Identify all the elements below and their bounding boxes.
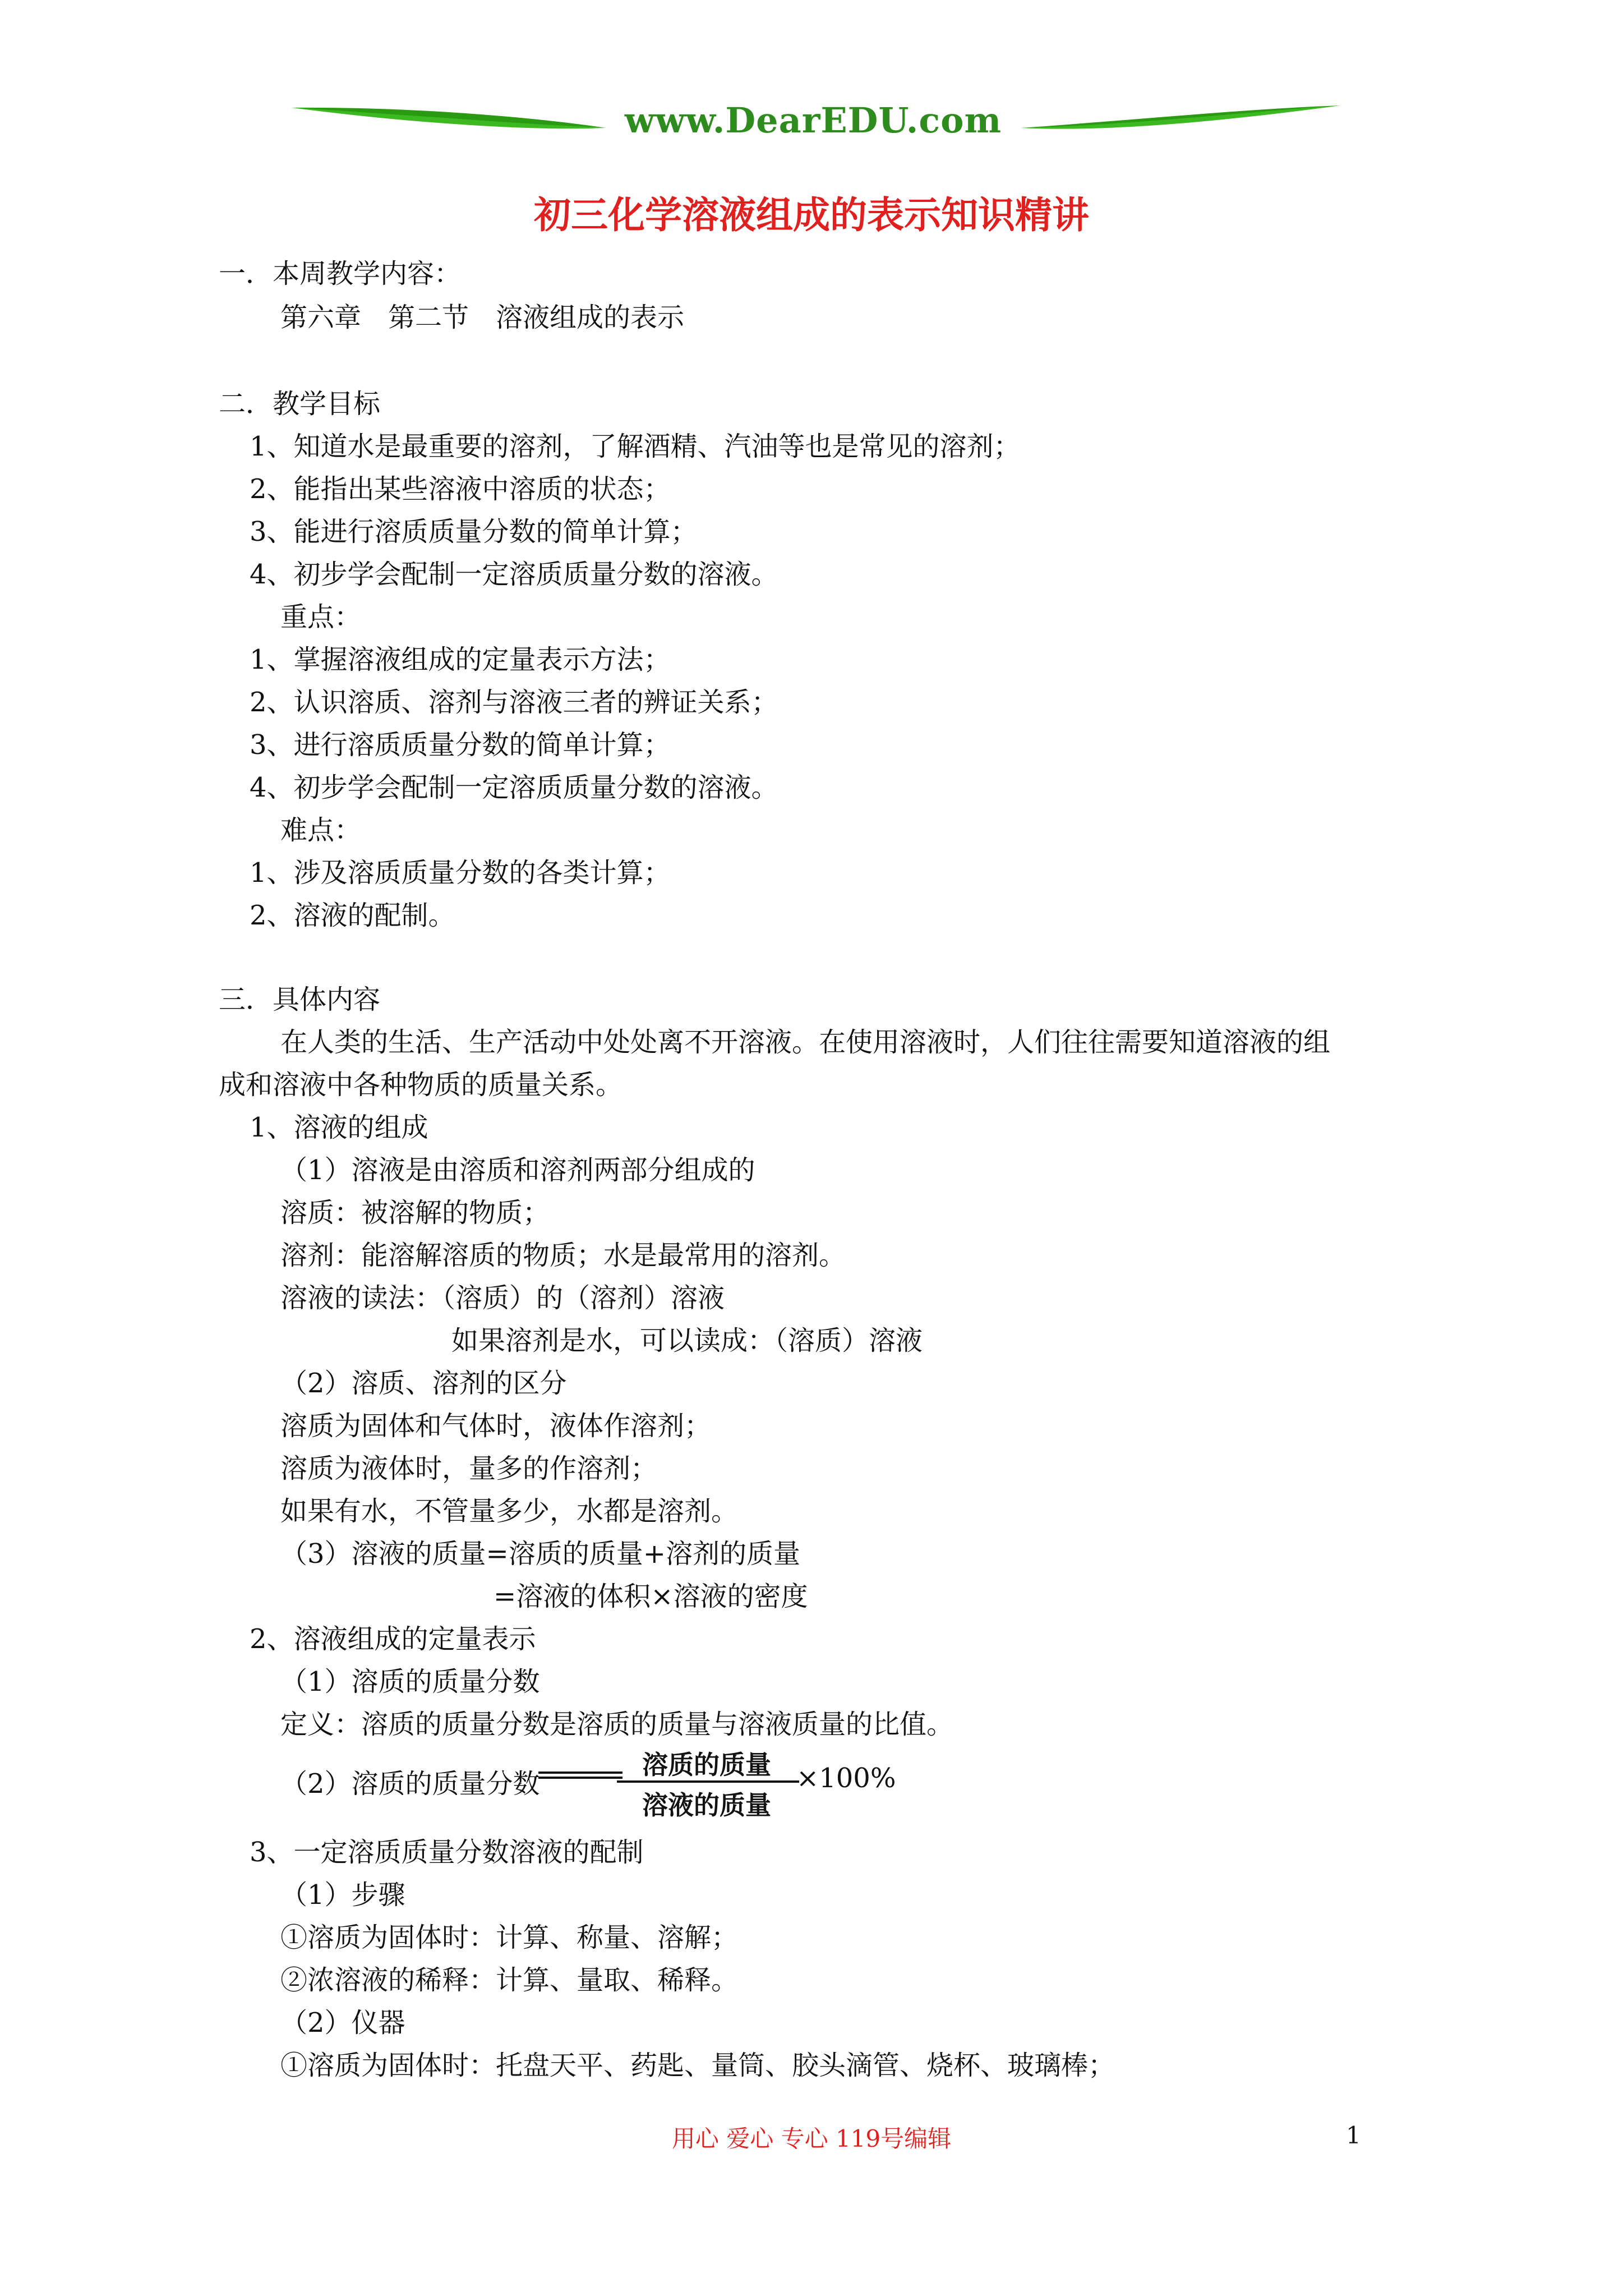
subheading: 重点： bbox=[280, 601, 362, 633]
list-item: 1、涉及溶质质量分数的各类计算； bbox=[250, 857, 671, 889]
body-line: （1）溶质的质量分数 bbox=[280, 1666, 540, 1697]
site-header-banner bbox=[292, 95, 1340, 151]
list-item: 1、知道水是最重要的溶剂，了解酒精、汽油等也是常见的溶剂； bbox=[250, 431, 1021, 462]
body-line: （1）溶液是由溶质和溶剂两部分组成的 bbox=[280, 1154, 755, 1186]
body-line: 溶剂：能溶解溶质的物质；水是最常用的溶剂。 bbox=[280, 1240, 846, 1271]
body-line: ②浓溶液的稀释：计算、量取、稀释。 bbox=[280, 1964, 739, 1996]
list-item: 2、溶液的配制。 bbox=[250, 900, 455, 931]
body-line: （2）仪器 bbox=[280, 2007, 405, 2039]
list-item: 2、能指出某些溶液中溶质的状态； bbox=[250, 473, 671, 505]
list-item: 2、认识溶质、溶剂与溶液三者的辨证关系； bbox=[250, 687, 778, 718]
section-heading: 一．本周教学内容： bbox=[219, 258, 462, 289]
body-line: 如果溶剂是水，可以读成：（溶质）溶液 bbox=[451, 1325, 923, 1356]
list-item: 4、初步学会配制一定溶质质量分数的溶液。 bbox=[250, 559, 778, 590]
list-item: 4、初步学会配制一定溶质质量分数的溶液。 bbox=[250, 772, 778, 803]
body-line: （3）溶液的质量=溶质的质量+溶剂的质量 bbox=[280, 1538, 800, 1570]
paragraph-line: 成和溶液中各种物质的质量关系。 bbox=[219, 1069, 623, 1101]
body-line: 第六章 第二节 溶液组成的表示 bbox=[280, 302, 685, 333]
body-line: =溶液的体积×溶液的密度 bbox=[494, 1581, 808, 1612]
mass-fraction-formula bbox=[538, 1734, 896, 1820]
equals-sign bbox=[538, 1772, 623, 1779]
body-line: 溶液的读法：（溶质）的（溶剂）溶液 bbox=[280, 1282, 725, 1314]
page-footer: 用心 爱心 专心 119号编辑 bbox=[671, 2125, 952, 2152]
body-line: 定义：溶质的质量分数是溶质的质量与溶液质量的比值。 bbox=[280, 1709, 954, 1740]
body-line: ①溶质为固体时：托盘天平、药匙、量筒、胶头滴管、烧杯、玻璃棒； bbox=[280, 2050, 1115, 2081]
list-item: 1、溶液的组成 bbox=[250, 1112, 428, 1143]
body-line: ①溶质为固体时：计算、称量、溶解； bbox=[280, 1922, 739, 1953]
list-item: 2、溶液组成的定量表示 bbox=[250, 1623, 536, 1655]
list-item: 3、能进行溶质质量分数的简单计算； bbox=[250, 516, 698, 547]
paragraph-line: 在人类的生活、生产活动中处处离不开溶液。在使用溶液时，人们往往需要知道溶液的组 bbox=[280, 1027, 1331, 1058]
body-line: 溶质为液体时，量多的作溶剂； bbox=[280, 1453, 658, 1484]
body-line: 如果有水，不管量多少，水都是溶剂。 bbox=[280, 1496, 739, 1527]
list-item: 1、掌握溶液组成的定量表示方法； bbox=[250, 644, 671, 675]
body-line: （2）溶质、溶剂的区分 bbox=[280, 1368, 567, 1399]
list-item: 3、一定溶质质量分数溶液的配制 bbox=[250, 1837, 644, 1868]
section-heading: 二．教学目标 bbox=[219, 388, 381, 420]
site-logo-text[interactable]: www.DearEDU.com bbox=[624, 100, 1002, 141]
section-heading: 三．具体内容 bbox=[219, 984, 381, 1015]
fraction-bar bbox=[617, 1780, 799, 1783]
body-line: （1）步骤 bbox=[280, 1879, 405, 1911]
formula-multiplier: ×100% bbox=[796, 1763, 896, 1794]
body-line: （2）溶质的质量分数 bbox=[280, 1768, 540, 1800]
document-title: 初三化学溶液组成的表示知识精讲 bbox=[534, 193, 1089, 237]
page-number: 1 bbox=[1346, 2122, 1361, 2149]
list-item: 3、进行溶质质量分数的简单计算； bbox=[250, 729, 671, 761]
formula-denominator: 溶液的质量 bbox=[642, 1790, 771, 1820]
subheading: 难点： bbox=[280, 815, 362, 846]
body-line: 溶质为固体和气体时，液体作溶剂； bbox=[280, 1410, 712, 1442]
body-line: 溶质：被溶解的物质； bbox=[280, 1197, 550, 1228]
formula-numerator: 溶质的质量 bbox=[642, 1750, 771, 1780]
